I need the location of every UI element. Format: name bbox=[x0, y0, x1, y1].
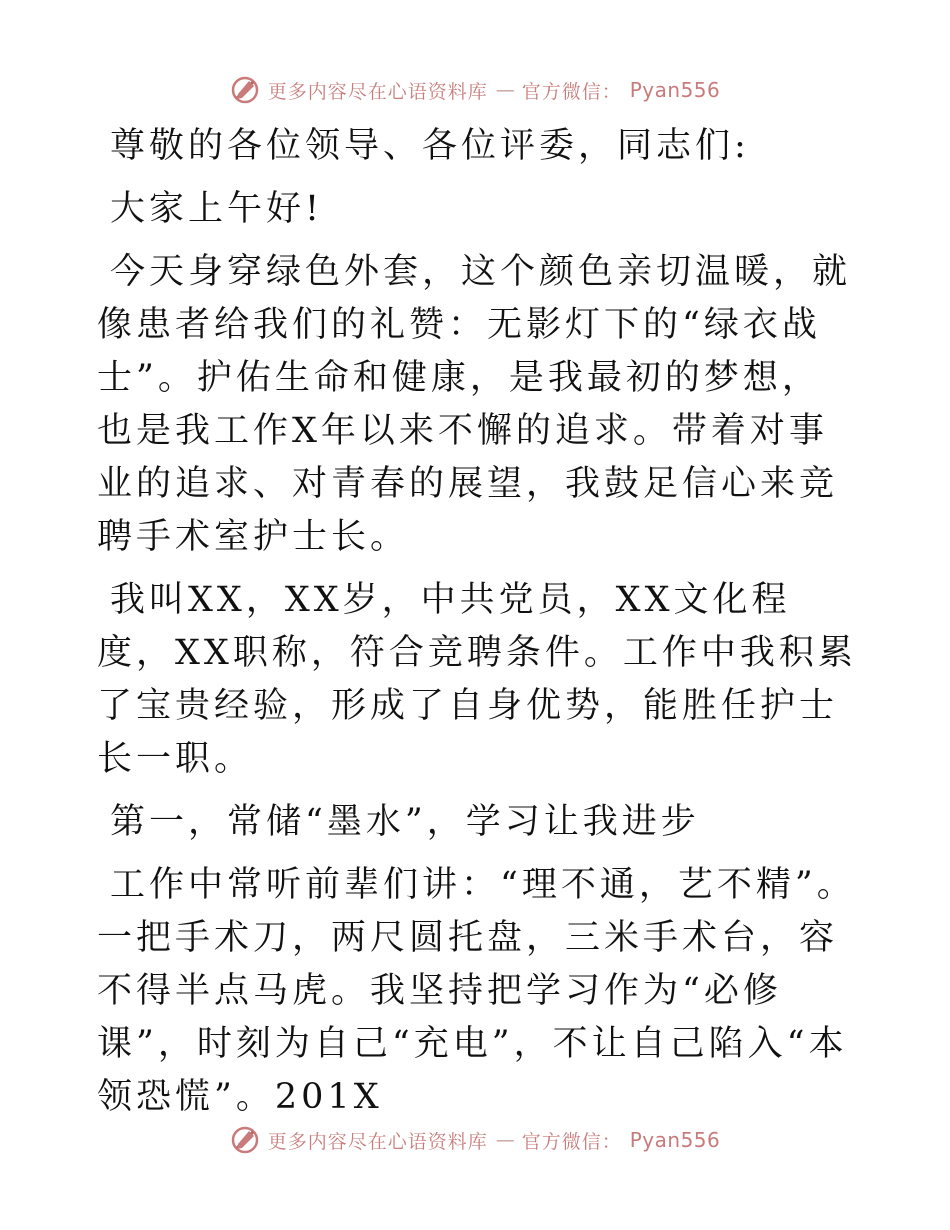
watermark-label: 官方微信： bbox=[521, 80, 622, 103]
watermark-id: Pyan556 bbox=[629, 78, 721, 102]
greeting: 大家上午好! bbox=[110, 189, 324, 229]
watermark-footer bbox=[0, 1120, 950, 1160]
paragraph-1: 今天身穿绿色外套，这个颜色亲切温暖，就像患者给我们的礼赞：无影灯下的“绿衣战士”。护佑生命和健康，是我最初的梦想，也是我工作X年以来不懈的追求。带着对事业的追求、对青春的展望，我鼓足信心来竞聘手术室护士长。 bbox=[97, 252, 852, 557]
paragraph-3: 工作中常听前辈们讲：“理不通，艺不精”。一把手术刀，两尺圆托盘，三米手术台，容不得半点马虎。我坚持把学习作为“必修课”，时刻为自己“充电”，不让自己陷入“本领恐慌”。201X bbox=[97, 865, 856, 1117]
salutation: 尊敬的各位领导、各位评委，同志们: bbox=[110, 126, 750, 166]
pen-logo-icon bbox=[230, 75, 260, 105]
watermark-separator: — bbox=[495, 79, 514, 101]
paragraph-2: 我叫XX，XX岁，中共党员，XX文化程度，XX职称，符合竞聘条件。工作中我积累了宝贵经验，形成了自身优势，能胜任护士长一职。 bbox=[97, 580, 857, 779]
watermark-header bbox=[0, 70, 950, 110]
section-heading-1: 第一，常储“墨水”，学习让我进步 bbox=[110, 802, 700, 842]
watermark-id: Pyan556 bbox=[629, 1128, 721, 1152]
document-body bbox=[97, 120, 857, 1124]
watermark-text: 更多内容尽在心语资料库 bbox=[267, 80, 488, 103]
watermark-label: 官方微信： bbox=[521, 1130, 622, 1153]
pen-logo-icon bbox=[230, 1125, 260, 1155]
watermark-text: 更多内容尽在心语资料库 bbox=[267, 1130, 488, 1153]
watermark-separator: — bbox=[495, 1129, 514, 1151]
